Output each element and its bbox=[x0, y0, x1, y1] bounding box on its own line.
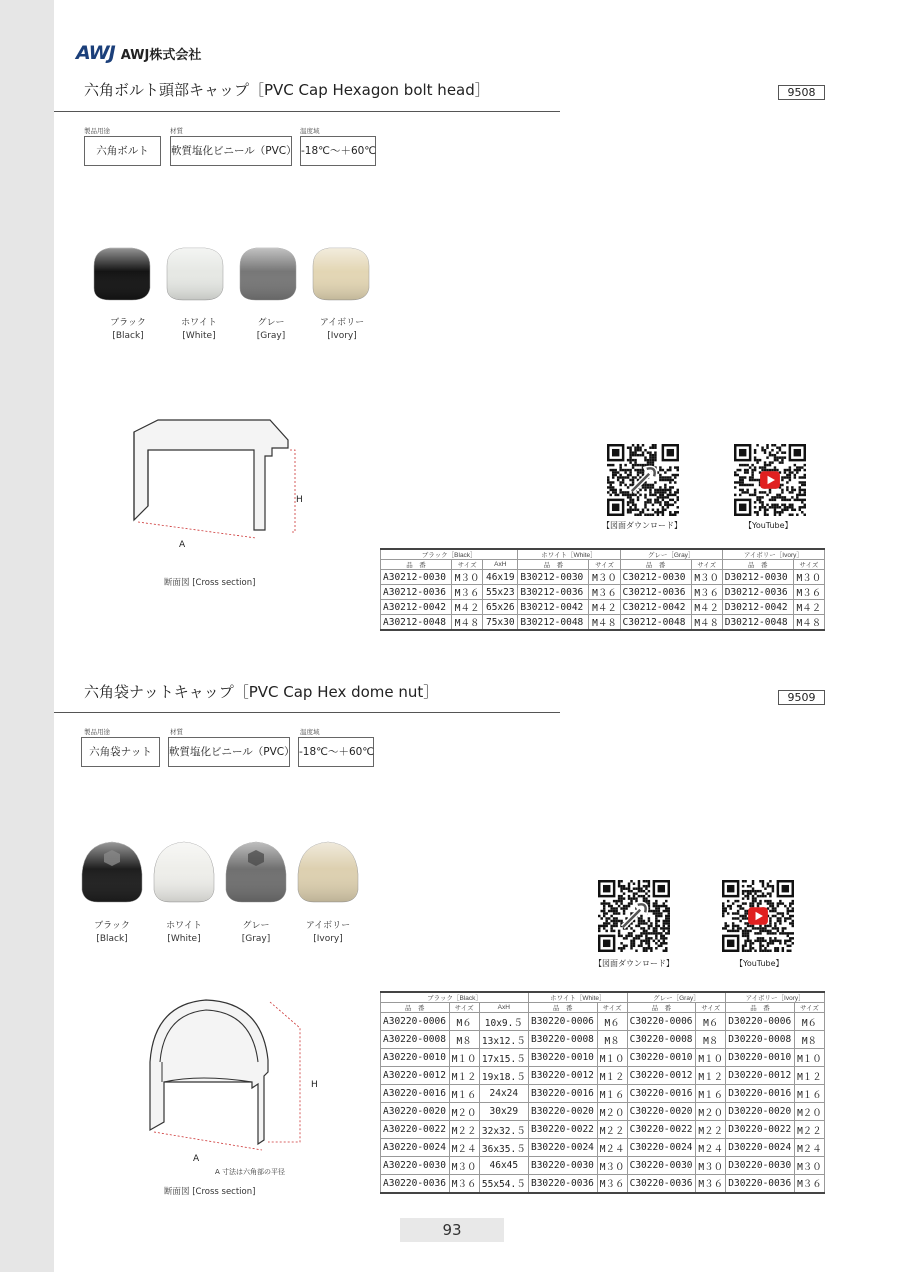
cell-size: M３０ bbox=[449, 1157, 479, 1175]
swatch-name-jp: アイボリー bbox=[319, 318, 365, 328]
cell-size: M３６ bbox=[449, 1175, 479, 1193]
section-2-product-photos bbox=[78, 840, 368, 908]
spec-label-temp: 温度域 bbox=[300, 728, 320, 736]
section-2-title: 六角袋ナットキャップ［PVC Cap Hex dome nut］ bbox=[84, 683, 439, 701]
swatch-name-jp: ブラック bbox=[94, 921, 130, 931]
cell-part-number: A30220-0016 bbox=[381, 1085, 450, 1103]
section-1-cross-section-drawing bbox=[120, 410, 320, 560]
cell-size: M１２ bbox=[794, 1067, 824, 1085]
cell-part-number: B30220-0030 bbox=[528, 1157, 597, 1175]
left-margin-band bbox=[0, 0, 54, 1272]
section-2-qr-download-label[interactable]: 【図面ダウンロード】 bbox=[594, 959, 674, 968]
section-2-dim-h: H bbox=[311, 1080, 318, 1090]
cell-part-number: C30220-0010 bbox=[627, 1049, 696, 1067]
cell-part-number: A30220-0024 bbox=[381, 1139, 450, 1157]
cell-part-number: A30220-0006 bbox=[381, 1013, 450, 1031]
table-row bbox=[381, 1013, 825, 1031]
cell-part-number: B30212-0048 bbox=[518, 615, 589, 631]
cell-dimensions: 75x30 bbox=[483, 615, 518, 631]
cell-part-number: B30220-0024 bbox=[528, 1139, 597, 1157]
cell-size: M４２ bbox=[793, 600, 824, 615]
section-1-table-body bbox=[381, 570, 825, 631]
cell-size: M１６ bbox=[449, 1085, 479, 1103]
cell-size: M３０ bbox=[589, 570, 620, 585]
col-size: サイズ bbox=[793, 560, 824, 570]
qr-download-icon[interactable] bbox=[607, 444, 679, 516]
col-axh: AxH bbox=[479, 1003, 528, 1013]
swatch-name-en: [Black] bbox=[112, 331, 144, 341]
col-size: サイズ bbox=[597, 1003, 627, 1013]
cell-size: M２０ bbox=[449, 1103, 479, 1121]
brand-logo bbox=[76, 42, 201, 64]
spec-value-temp: -18℃～＋60℃ bbox=[298, 737, 374, 767]
cell-part-number: C30220-0020 bbox=[627, 1103, 696, 1121]
cell-part-number: D30212-0036 bbox=[722, 585, 793, 600]
section-2-cross-section-caption: 断面図 [Cross section] bbox=[164, 1187, 256, 1197]
section-2-dimension-note: A 寸法は六角部の平径 bbox=[215, 1168, 286, 1176]
table-row bbox=[381, 1139, 825, 1157]
cell-size: M３６ bbox=[691, 585, 722, 600]
cell-size: M１０ bbox=[597, 1049, 627, 1067]
cell-dimensions: 17x15.５ bbox=[479, 1049, 528, 1067]
section-2-cross-section-drawing bbox=[140, 990, 340, 1160]
cell-size: M２２ bbox=[696, 1121, 726, 1139]
cell-part-number: C30220-0030 bbox=[627, 1157, 696, 1175]
section-1-dim-h: H bbox=[296, 495, 303, 505]
col-part: 品 番 bbox=[518, 560, 589, 570]
spec-label-material: 材質 bbox=[170, 127, 183, 135]
cell-size: M４２ bbox=[589, 600, 620, 615]
cell-dimensions: 19x18.５ bbox=[479, 1067, 528, 1085]
section-1-title: 六角ボルト頭部キャップ［PVC Cap Hexagon bolt head］ bbox=[84, 81, 490, 99]
col-size: サイズ bbox=[696, 1003, 726, 1013]
swatch-name-en: [Gray] bbox=[256, 331, 286, 341]
col-size: サイズ bbox=[589, 560, 620, 570]
cell-part-number: C30212-0030 bbox=[620, 570, 691, 585]
cell-size: M１６ bbox=[794, 1085, 824, 1103]
cell-part-number: C30220-0012 bbox=[627, 1067, 696, 1085]
cell-part-number: A30220-0008 bbox=[381, 1031, 450, 1049]
table-row bbox=[381, 570, 825, 585]
cell-part-number: B30220-0022 bbox=[528, 1121, 597, 1139]
cell-part-number: B30212-0036 bbox=[518, 585, 589, 600]
group-white: ホワイト［White］ bbox=[528, 992, 627, 1003]
col-part: 品 番 bbox=[381, 560, 452, 570]
section-1-qr-youtube-label[interactable]: 【YouTube】 bbox=[744, 521, 793, 530]
section-1-qr-download-label[interactable]: 【図面ダウンロード】 bbox=[602, 521, 682, 530]
cell-part-number: A30220-0012 bbox=[381, 1067, 450, 1085]
cell-size: M４８ bbox=[589, 615, 620, 631]
col-size: サイズ bbox=[691, 560, 722, 570]
col-part: 品 番 bbox=[528, 1003, 597, 1013]
cell-dimensions: 46x45 bbox=[479, 1157, 528, 1175]
group-black: ブラック［Black］ bbox=[381, 992, 529, 1003]
swatch-name-jp: ブラック bbox=[110, 318, 146, 328]
cell-dimensions: 55x54.５ bbox=[479, 1175, 528, 1193]
cell-part-number: D30220-0008 bbox=[726, 1031, 795, 1049]
cell-part-number: A30220-0020 bbox=[381, 1103, 450, 1121]
cell-part-number: D30220-0012 bbox=[726, 1067, 795, 1085]
cell-part-number: D30212-0048 bbox=[722, 615, 793, 631]
swatch-name-en: [Gray] bbox=[241, 934, 271, 944]
qr-download-icon[interactable] bbox=[598, 880, 670, 952]
swatch-2-gray-label bbox=[216, 920, 296, 946]
cell-part-number: C30212-0042 bbox=[620, 600, 691, 615]
spec-value-material: 軟質塩化ビニール（PVC） bbox=[168, 737, 290, 767]
nut-photo-ivory bbox=[298, 842, 358, 902]
cell-part-number: D30212-0030 bbox=[722, 570, 793, 585]
cell-size: M８ bbox=[597, 1031, 627, 1049]
spec-label-usage: 製品用途 bbox=[84, 728, 110, 736]
cell-size: M１２ bbox=[449, 1067, 479, 1085]
cell-size: M３６ bbox=[793, 585, 824, 600]
cell-dimensions: 36x35.５ bbox=[479, 1139, 528, 1157]
section-1-cross-section-caption: 断面図 [Cross section] bbox=[164, 578, 256, 588]
qr-youtube-icon[interactable] bbox=[734, 444, 806, 516]
cell-part-number: D30220-0016 bbox=[726, 1085, 795, 1103]
cell-part-number: C30220-0022 bbox=[627, 1121, 696, 1139]
swatch-2-black-label bbox=[72, 920, 152, 946]
section-2-code: 9509 bbox=[778, 690, 825, 705]
cell-part-number: A30212-0036 bbox=[381, 585, 452, 600]
swatch-name-jp: グレー bbox=[257, 318, 285, 328]
cell-size: M４２ bbox=[691, 600, 722, 615]
cell-dimensions: 32x32.５ bbox=[479, 1121, 528, 1139]
cell-size: M２４ bbox=[449, 1139, 479, 1157]
table-row bbox=[381, 1175, 825, 1193]
cell-size: M２２ bbox=[794, 1121, 824, 1139]
cell-size: M２４ bbox=[696, 1139, 726, 1157]
cell-size: M３６ bbox=[597, 1175, 627, 1193]
col-part: 品 番 bbox=[722, 560, 793, 570]
cell-part-number: B30212-0030 bbox=[518, 570, 589, 585]
section-2-rule bbox=[54, 712, 560, 713]
swatch-name-jp: グレー bbox=[242, 921, 270, 931]
cell-part-number: D30212-0042 bbox=[722, 600, 793, 615]
cap-photo-black bbox=[94, 248, 150, 300]
cell-part-number: B30220-0020 bbox=[528, 1103, 597, 1121]
cell-size: M６ bbox=[794, 1013, 824, 1031]
swatch-name-en: [Black] bbox=[96, 934, 128, 944]
section-1-code: 9508 bbox=[778, 85, 825, 100]
table-row bbox=[381, 600, 825, 615]
cell-dimensions: 55x23 bbox=[483, 585, 518, 600]
cell-size: M１０ bbox=[449, 1049, 479, 1067]
cell-size: M３６ bbox=[452, 585, 483, 600]
group-gray: グレー［Gray］ bbox=[627, 992, 726, 1003]
swatch-name-en: [Ivory] bbox=[313, 934, 343, 944]
cell-size: M３０ bbox=[691, 570, 722, 585]
cell-part-number: D30220-0036 bbox=[726, 1175, 795, 1193]
swatch-1-ivory-label bbox=[302, 317, 382, 343]
cell-size: M３６ bbox=[589, 585, 620, 600]
section-1-product-photos bbox=[88, 244, 378, 306]
cell-size: M３０ bbox=[793, 570, 824, 585]
swatch-1-black-label bbox=[88, 317, 168, 343]
cell-size: M４８ bbox=[691, 615, 722, 631]
cell-part-number: C30220-0024 bbox=[627, 1139, 696, 1157]
cell-part-number: B30220-0006 bbox=[528, 1013, 597, 1031]
cell-dimensions: 46x19 bbox=[483, 570, 518, 585]
cell-dimensions: 65x26 bbox=[483, 600, 518, 615]
table-row bbox=[381, 585, 825, 600]
spec-label-temp: 温度域 bbox=[300, 127, 320, 135]
swatch-2-ivory-label bbox=[288, 920, 368, 946]
swatch-2-white-label bbox=[144, 920, 224, 946]
table-row bbox=[381, 1121, 825, 1139]
cell-size: M３０ bbox=[597, 1157, 627, 1175]
col-part: 品 番 bbox=[620, 560, 691, 570]
section-1-dim-a: A bbox=[179, 540, 186, 550]
cell-size: M３０ bbox=[696, 1157, 726, 1175]
cell-part-number: D30220-0006 bbox=[726, 1013, 795, 1031]
cell-size: M６ bbox=[597, 1013, 627, 1031]
cell-part-number: A30220-0036 bbox=[381, 1175, 450, 1193]
table-row bbox=[381, 1031, 825, 1049]
cell-part-number: C30220-0008 bbox=[627, 1031, 696, 1049]
cell-part-number: C30220-0036 bbox=[627, 1175, 696, 1193]
cell-size: M４８ bbox=[793, 615, 824, 631]
col-part: 品 番 bbox=[381, 1003, 450, 1013]
cell-size: M２４ bbox=[597, 1139, 627, 1157]
cell-size: M８ bbox=[449, 1031, 479, 1049]
table-row bbox=[381, 615, 825, 631]
table-row bbox=[381, 1085, 825, 1103]
nut-photo-black bbox=[82, 842, 142, 902]
cell-part-number: A30220-0010 bbox=[381, 1049, 450, 1067]
cell-size: M２２ bbox=[597, 1121, 627, 1139]
cell-part-number: C30220-0006 bbox=[627, 1013, 696, 1031]
cell-part-number: A30212-0048 bbox=[381, 615, 452, 631]
cap-photo-white bbox=[167, 248, 223, 300]
cell-size: M６ bbox=[449, 1013, 479, 1031]
qr-youtube-icon[interactable] bbox=[722, 880, 794, 952]
cell-part-number: C30212-0036 bbox=[620, 585, 691, 600]
cell-part-number: D30220-0022 bbox=[726, 1121, 795, 1139]
nut-photo-gray bbox=[226, 842, 286, 902]
spec-label-usage: 製品用途 bbox=[84, 127, 110, 135]
nut-photo-white bbox=[154, 842, 214, 902]
group-black: ブラック［Black］ bbox=[381, 549, 518, 560]
cell-size: M２０ bbox=[696, 1103, 726, 1121]
cell-dimensions: 24x24 bbox=[479, 1085, 528, 1103]
swatch-name-jp: アイボリー bbox=[305, 921, 351, 931]
section-2-parts-table bbox=[380, 991, 825, 1194]
section-1-rule bbox=[54, 111, 560, 112]
swatch-name-en: [White] bbox=[182, 331, 216, 341]
table-row bbox=[381, 1103, 825, 1121]
spec-value-material: 軟質塩化ビニール（PVC） bbox=[170, 136, 292, 166]
group-ivory: アイボリー［Ivory］ bbox=[726, 992, 825, 1003]
col-size: サイズ bbox=[449, 1003, 479, 1013]
section-2-dim-a: A bbox=[193, 1154, 200, 1164]
cell-part-number: D30220-0030 bbox=[726, 1157, 795, 1175]
cap-photo-ivory bbox=[313, 248, 369, 300]
group-ivory: アイボリー［Ivory］ bbox=[722, 549, 824, 560]
table-row bbox=[381, 1067, 825, 1085]
swatch-name-en: [White] bbox=[167, 934, 201, 944]
cell-part-number: D30220-0010 bbox=[726, 1049, 795, 1067]
swatch-1-gray-label bbox=[231, 317, 311, 343]
cell-size: M１２ bbox=[696, 1067, 726, 1085]
cell-part-number: B30220-0008 bbox=[528, 1031, 597, 1049]
cell-size: M４８ bbox=[452, 615, 483, 631]
cell-part-number: B30220-0012 bbox=[528, 1067, 597, 1085]
cell-size: M４２ bbox=[452, 600, 483, 615]
group-gray: グレー［Gray］ bbox=[620, 549, 722, 560]
group-white: ホワイト［White］ bbox=[518, 549, 620, 560]
cell-size: M１２ bbox=[597, 1067, 627, 1085]
cell-part-number: B30220-0016 bbox=[528, 1085, 597, 1103]
cell-size: M１０ bbox=[696, 1049, 726, 1067]
spec-label-material: 材質 bbox=[170, 728, 183, 736]
cell-part-number: D30220-0024 bbox=[726, 1139, 795, 1157]
cell-part-number: A30212-0030 bbox=[381, 570, 452, 585]
cell-part-number: B30212-0042 bbox=[518, 600, 589, 615]
swatch-1-white-label bbox=[159, 317, 239, 343]
col-axh: AxH bbox=[483, 560, 518, 570]
col-part: 品 番 bbox=[627, 1003, 696, 1013]
cell-dimensions: 30x29 bbox=[479, 1103, 528, 1121]
cell-size: M６ bbox=[696, 1013, 726, 1031]
brand-name: AWJ株式会社 bbox=[120, 47, 202, 63]
cell-part-number: A30220-0030 bbox=[381, 1157, 450, 1175]
cell-part-number: C30220-0016 bbox=[627, 1085, 696, 1103]
cell-size: M１０ bbox=[794, 1049, 824, 1067]
brand-mark: AWJ bbox=[76, 42, 115, 64]
section-1-parts-table bbox=[380, 548, 825, 631]
swatch-name-jp: ホワイト bbox=[181, 318, 217, 328]
cell-part-number: A30212-0042 bbox=[381, 600, 452, 615]
table-row bbox=[381, 1049, 825, 1067]
cell-size: M１６ bbox=[696, 1085, 726, 1103]
table-row bbox=[381, 1157, 825, 1175]
swatch-name-en: [Ivory] bbox=[327, 331, 357, 341]
cell-size: M３０ bbox=[794, 1157, 824, 1175]
section-2-table-body bbox=[381, 1013, 825, 1193]
cell-size: M８ bbox=[696, 1031, 726, 1049]
cell-dimensions: 13x12.５ bbox=[479, 1031, 528, 1049]
cell-part-number: B30220-0036 bbox=[528, 1175, 597, 1193]
col-part: 品 番 bbox=[726, 1003, 795, 1013]
cell-part-number: C30212-0048 bbox=[620, 615, 691, 631]
col-size: サイズ bbox=[794, 1003, 824, 1013]
swatch-name-jp: ホワイト bbox=[166, 921, 202, 931]
cell-part-number: A30220-0022 bbox=[381, 1121, 450, 1139]
cell-part-number: D30220-0020 bbox=[726, 1103, 795, 1121]
cell-size: M３６ bbox=[696, 1175, 726, 1193]
spec-value-usage: 六角袋ナット bbox=[81, 737, 160, 767]
cell-dimensions: 10x9.５ bbox=[479, 1013, 528, 1031]
page-number: 93 bbox=[400, 1218, 504, 1242]
cap-photo-gray bbox=[240, 248, 296, 300]
cell-size: M１６ bbox=[597, 1085, 627, 1103]
cell-size: M２４ bbox=[794, 1139, 824, 1157]
cell-part-number: B30220-0010 bbox=[528, 1049, 597, 1067]
cell-size: M３０ bbox=[452, 570, 483, 585]
section-2-qr-youtube-label[interactable]: 【YouTube】 bbox=[735, 959, 784, 968]
col-size: サイズ bbox=[452, 560, 483, 570]
spec-value-usage: 六角ボルト bbox=[84, 136, 161, 166]
cell-size: M３６ bbox=[794, 1175, 824, 1193]
spec-value-temp: -18℃～＋60℃ bbox=[300, 136, 376, 166]
cell-size: M８ bbox=[794, 1031, 824, 1049]
cell-size: M２２ bbox=[449, 1121, 479, 1139]
cell-size: M２０ bbox=[597, 1103, 627, 1121]
cell-size: M２０ bbox=[794, 1103, 824, 1121]
